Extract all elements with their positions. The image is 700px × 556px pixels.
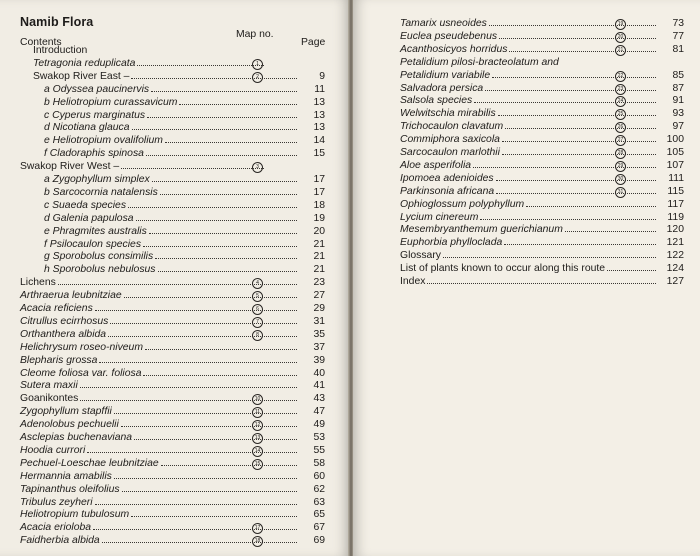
toc-entry [0,484,340,496]
toc-entry-label: Pechuel-Loeschae leubnitziae [20,457,159,469]
dot-leader [102,542,297,543]
toc-entry-label: Citrullus ecirrhosus [20,315,109,327]
page-number: 14 [313,135,325,147]
page-number: 69 [313,535,325,547]
toc-entry-label: g Sporobolus consimilis [44,251,154,263]
map-number-badge: 29 [615,161,626,172]
toc-entry [0,471,340,483]
page-number: 107 [666,159,684,171]
toc-entry-label: Welwitschia mirabilis [400,108,496,120]
map-number-badge: 31 [615,187,626,198]
contents-heading: Contents [20,37,62,48]
toc-entry-label: Swakop River West – [20,161,120,173]
page-number: 20 [313,225,325,237]
page-number: 43 [313,393,325,405]
map-number-badge: 28 [615,148,626,159]
page-number: 122 [666,250,684,262]
toc-entry-label: b Heliotropium curassavicum [44,96,178,108]
toc-entry-label: d Galenia papulosa [44,212,134,224]
page-number: 120 [666,224,684,236]
page-number: 62 [313,483,325,495]
toc-entry [0,445,340,457]
book-title: Namib Flora [20,15,94,29]
page-number: 40 [313,367,325,379]
page-number: 93 [672,108,684,120]
dot-leader [121,426,297,427]
page-number: 11 [314,83,325,95]
toc-entry-label: Sarcocaulon marlothii [400,147,500,158]
dot-leader [151,91,297,92]
page-number: 29 [313,303,325,314]
toc-entry [0,84,340,96]
toc-entry [353,57,693,69]
dot-leader [87,452,297,453]
toc-entry-label: Tapinanthus oleifolius [20,483,120,495]
toc-entry-label: Hermannia amabilis [20,470,112,482]
map-number-badge: 27 [615,135,626,146]
toc-entry-label: a Odyssea paucinervis [44,83,150,95]
map-number-badge: 2 [252,72,263,83]
toc-entry-label: Swakop River East – [33,70,130,82]
toc-entry [353,237,693,249]
toc-entry-label: Commiphora saxicola [400,134,500,146]
map-number-badge: 23 [615,84,626,95]
toc-entry [353,95,693,107]
map-number-badge: 12 [252,420,263,431]
toc-entry [353,263,693,275]
toc-entry-label: Arthraerua leubnitziae [20,290,122,302]
toc-entry-label: Glossary [400,250,441,262]
dot-leader [474,102,656,103]
dot-leader [502,141,656,142]
page-number: 21 [313,251,325,263]
dot-leader [505,128,656,129]
dot-leader [145,349,297,350]
map-no-heading: Map no. [236,29,274,40]
dot-leader [108,336,297,337]
toc-entry-label: Faidherbia albida [20,535,100,547]
dot-leader [504,244,656,245]
page-number: 65 [313,509,325,521]
dot-leader [95,310,297,311]
dot-leader [128,207,297,208]
page-number: 13 [313,96,325,108]
page-number: 63 [313,496,325,508]
toc-entry [0,135,340,147]
toc-entry-label: c Cyperus marginatus [44,109,146,121]
page-number: 87 [672,82,684,94]
toc-entry-label: f Psilocaulon species [44,238,142,250]
dot-leader [131,78,297,79]
toc-entry [0,535,340,547]
page-number: 13 [313,109,325,121]
toc-entry [0,161,340,173]
dot-leader [158,271,298,272]
toc-entry-label: f Cladoraphis spinosa [44,148,144,160]
toc-entry-label: Index [400,276,426,287]
page-number: 18 [313,199,325,211]
toc-entry [0,419,340,431]
dot-leader [489,25,656,26]
toc-entry-label: b Sarcocornia natalensis [44,186,158,198]
toc-entry-label: Blepharis grossa [20,354,98,366]
page-number: 58 [313,457,325,469]
toc-entry [353,44,693,56]
dot-leader [146,155,297,156]
dot-leader [427,283,656,284]
toc-entry [353,186,693,198]
map-number-badge: 3 [252,162,263,173]
toc-entry-label: Tribulus zeyheri [20,496,93,508]
page-number: 15 [313,148,325,160]
dot-leader [526,206,656,207]
toc-entry [0,329,340,341]
page-number: 77 [672,30,684,42]
dot-leader [152,181,297,182]
map-number-badge: 1 [252,59,263,70]
map-number-badge: 30 [615,174,626,185]
toc-entry [0,213,340,225]
toc-entry-label: Euclea pseudebenus [400,30,498,42]
dot-leader [122,491,297,492]
map-number-badge: 24 [615,96,626,107]
page-number: 19 [313,212,325,224]
toc-entry-label: Salvadora persica [400,82,484,94]
dot-leader [114,478,297,479]
toc-entry [353,173,693,185]
toc-entry-label: Helichrysum roseo-niveum [20,341,143,353]
toc-entry-label: c Suaeda species [44,199,127,211]
toc-entry [0,368,340,380]
toc-entry-label: Salsola species [400,95,473,107]
toc-entry-label: Aloe asperifolia [400,159,472,171]
dot-leader [565,231,656,232]
dot-leader [149,233,297,234]
dot-leader [132,129,298,130]
toc-entry [353,31,693,43]
toc-entry-label: Parkinsonia africana [400,185,495,197]
toc-entry-label: Adenolobus pechuelii [20,419,119,431]
toc-entry [0,509,340,521]
page-number: 13 [313,122,325,134]
map-number-badge: 5 [252,291,263,302]
toc-entry [353,147,693,159]
toc-entry [0,45,340,57]
toc-entry-label: Cleome foliosa var. foliosa [20,367,142,379]
toc-entry-label: Acacia erioloba [20,522,92,534]
map-number-badge: 26 [615,122,626,133]
dot-leader [161,465,297,466]
toc-entry [353,121,693,133]
toc-entry-label: e Phragmites australis [44,225,147,237]
page-number: 23 [313,277,325,289]
dot-leader [165,142,297,143]
toc-entry-label: Goanikontes [20,393,79,405]
toc-entry [0,316,340,328]
dot-leader [124,297,297,298]
dot-leader [143,375,297,376]
map-number-badge: 25 [615,109,626,120]
toc-entry [0,110,340,122]
dot-leader [496,193,656,194]
toc-entry-label: d Nicotiana glauca [44,122,130,134]
page-number: 127 [666,276,684,287]
toc-entry [353,70,693,82]
toc-entry [0,406,340,418]
toc-entry-label: Zygophyllum stapffii [20,406,112,418]
map-number-badge: 7 [252,317,263,328]
page-number: 21 [313,238,325,250]
dot-leader [498,115,656,116]
toc-entry [0,432,340,444]
toc-entry [353,108,693,120]
toc-entry-label: Ophioglossum polyphyllum [400,198,525,210]
toc-entry [353,212,693,224]
toc-entry [0,97,340,109]
toc-entry [353,199,693,211]
toc-entry [353,83,693,95]
dot-leader [136,220,297,221]
dot-leader [499,38,656,39]
dot-leader [95,504,297,505]
page-number: 53 [313,432,325,443]
page-number: 17 [313,186,325,198]
page-number: 105 [666,147,684,158]
toc-entry-label: Lycium cinereum [400,211,479,223]
dot-leader [502,154,656,155]
toc-entry-label: Hoodia currori [20,444,86,456]
toc-entry [0,58,340,70]
dot-leader [443,257,656,258]
page-number: 91 [672,95,684,107]
dot-leader [492,77,656,78]
dot-leader [160,194,297,195]
dot-leader [121,168,264,169]
toc-entry-label: Lichens [20,277,56,289]
toc-entry-label: Mesembryanthemum guerichianum [400,224,563,236]
toc-entry [353,160,693,172]
map-number-badge: 18 [252,536,263,547]
toc-entry [0,342,340,354]
toc-entry-label: Tetragonia reduplicata [33,57,136,69]
toc-entry-label: Tamarix usneoides [400,18,487,29]
toc-entry [0,290,340,302]
page-number: 49 [313,419,325,431]
toc-entry [353,224,693,236]
map-number-badge: 14 [252,446,263,457]
dot-leader [509,51,656,52]
toc-entry-label: Heliotropium tubulosum [20,509,130,521]
toc-entry-label: Orthanthera albida [20,328,107,340]
toc-entry-label: Petalidium variabile [400,69,491,81]
toc-entry [353,134,693,146]
dot-leader [114,413,297,414]
toc-entry [0,380,340,392]
dot-leader [80,400,297,401]
dot-leader [93,529,297,530]
map-number-badge: 10 [252,394,263,405]
page-number: 121 [666,237,684,249]
dot-leader [607,270,656,271]
page-number: 111 [668,172,684,184]
toc-entry-label: Introduction [33,45,88,56]
map-number-badge: 17 [252,523,263,534]
page-number: 85 [672,69,684,81]
toc-entry-label: Ipomoea adenioides [400,172,494,184]
page-number: 9 [319,70,325,82]
toc-entry-label: Trichocaulon clavatum [400,121,504,133]
dot-leader [131,516,297,517]
toc-entry-label: Petalidium pilosi-bracteolatum and [400,56,559,68]
toc-entry [0,522,340,534]
toc-entry-label: h Sporobolus nebulosus [44,264,156,276]
map-number-badge: 20 [615,32,626,43]
toc-entry-label: Euphorbia phylloclada [400,237,503,249]
page-number: 41 [313,380,325,392]
toc-entry [0,122,340,134]
toc-entry [353,250,693,262]
toc-entry [0,187,340,199]
toc-entry [0,458,340,470]
page-number: 117 [667,198,684,210]
toc-entry-label: List of plants known to occur along this route [400,263,606,275]
page-number: 35 [313,328,325,340]
page-heading: Page [301,37,326,48]
dot-leader [80,387,297,388]
map-number-badge: 21 [615,45,626,56]
map-number-badge: 15 [252,459,263,470]
toc-entry [0,277,340,289]
page-number: 124 [666,263,684,275]
page-number: 115 [667,185,684,197]
page-number: 17 [313,174,325,185]
toc-entry-label: e Heliotropium ovalifolium [44,135,163,147]
dot-leader [155,258,297,259]
dot-leader [99,362,297,363]
toc-entry [0,264,340,276]
toc-entry [0,303,340,315]
map-number-badge: 13 [252,433,263,444]
page-number: 67 [313,522,325,534]
dot-leader [110,323,297,324]
toc-entry [353,276,693,288]
page-number: 119 [667,211,684,223]
page-number: 27 [313,290,325,302]
toc-entry-label: Acacia reficiens [20,303,93,314]
page-number: 39 [313,354,325,366]
toc-entry-label: Sutera maxii [20,380,78,392]
page-number: 73 [672,18,684,29]
toc-entry-label: Acanthosicyos horridus [400,43,508,55]
toc-entry [0,355,340,367]
dot-leader [143,246,297,247]
toc-entry-label: a Zygophyllum simplex [44,174,150,185]
page-number: 31 [313,315,325,327]
page-number: 55 [313,444,325,456]
toc-entry [0,174,340,186]
toc-entry [0,148,340,160]
dot-leader [473,167,656,168]
dot-leader [485,90,656,91]
right-page [353,0,700,556]
page-number: 97 [672,121,684,133]
dot-leader [179,104,297,105]
page-number: 21 [313,264,325,276]
map-number-badge: 22 [615,71,626,82]
toc-entry [0,239,340,251]
dot-leader [480,219,656,220]
map-number-badge: 8 [252,330,263,341]
page-number: 47 [313,406,325,418]
map-number-badge: 19 [615,19,626,30]
page-number: 60 [313,470,325,482]
page-number: 81 [672,43,684,55]
toc-entry [0,226,340,238]
dot-leader [147,117,297,118]
dot-leader [496,180,656,181]
toc-entry [0,393,340,405]
map-number-badge: 11 [252,407,263,418]
map-number-badge: 6 [252,304,263,315]
map-number-badge: 4 [252,278,263,289]
toc-entry [0,71,340,83]
toc-entry [353,18,693,30]
toc-entry [0,251,340,263]
toc-entry [0,200,340,212]
dot-leader [134,439,297,440]
toc-entry [0,497,340,509]
page-number: 37 [313,341,325,353]
toc-entry-label: Asclepias buchenaviana [20,432,133,443]
page-number: 100 [666,134,684,146]
dot-leader [137,65,264,66]
